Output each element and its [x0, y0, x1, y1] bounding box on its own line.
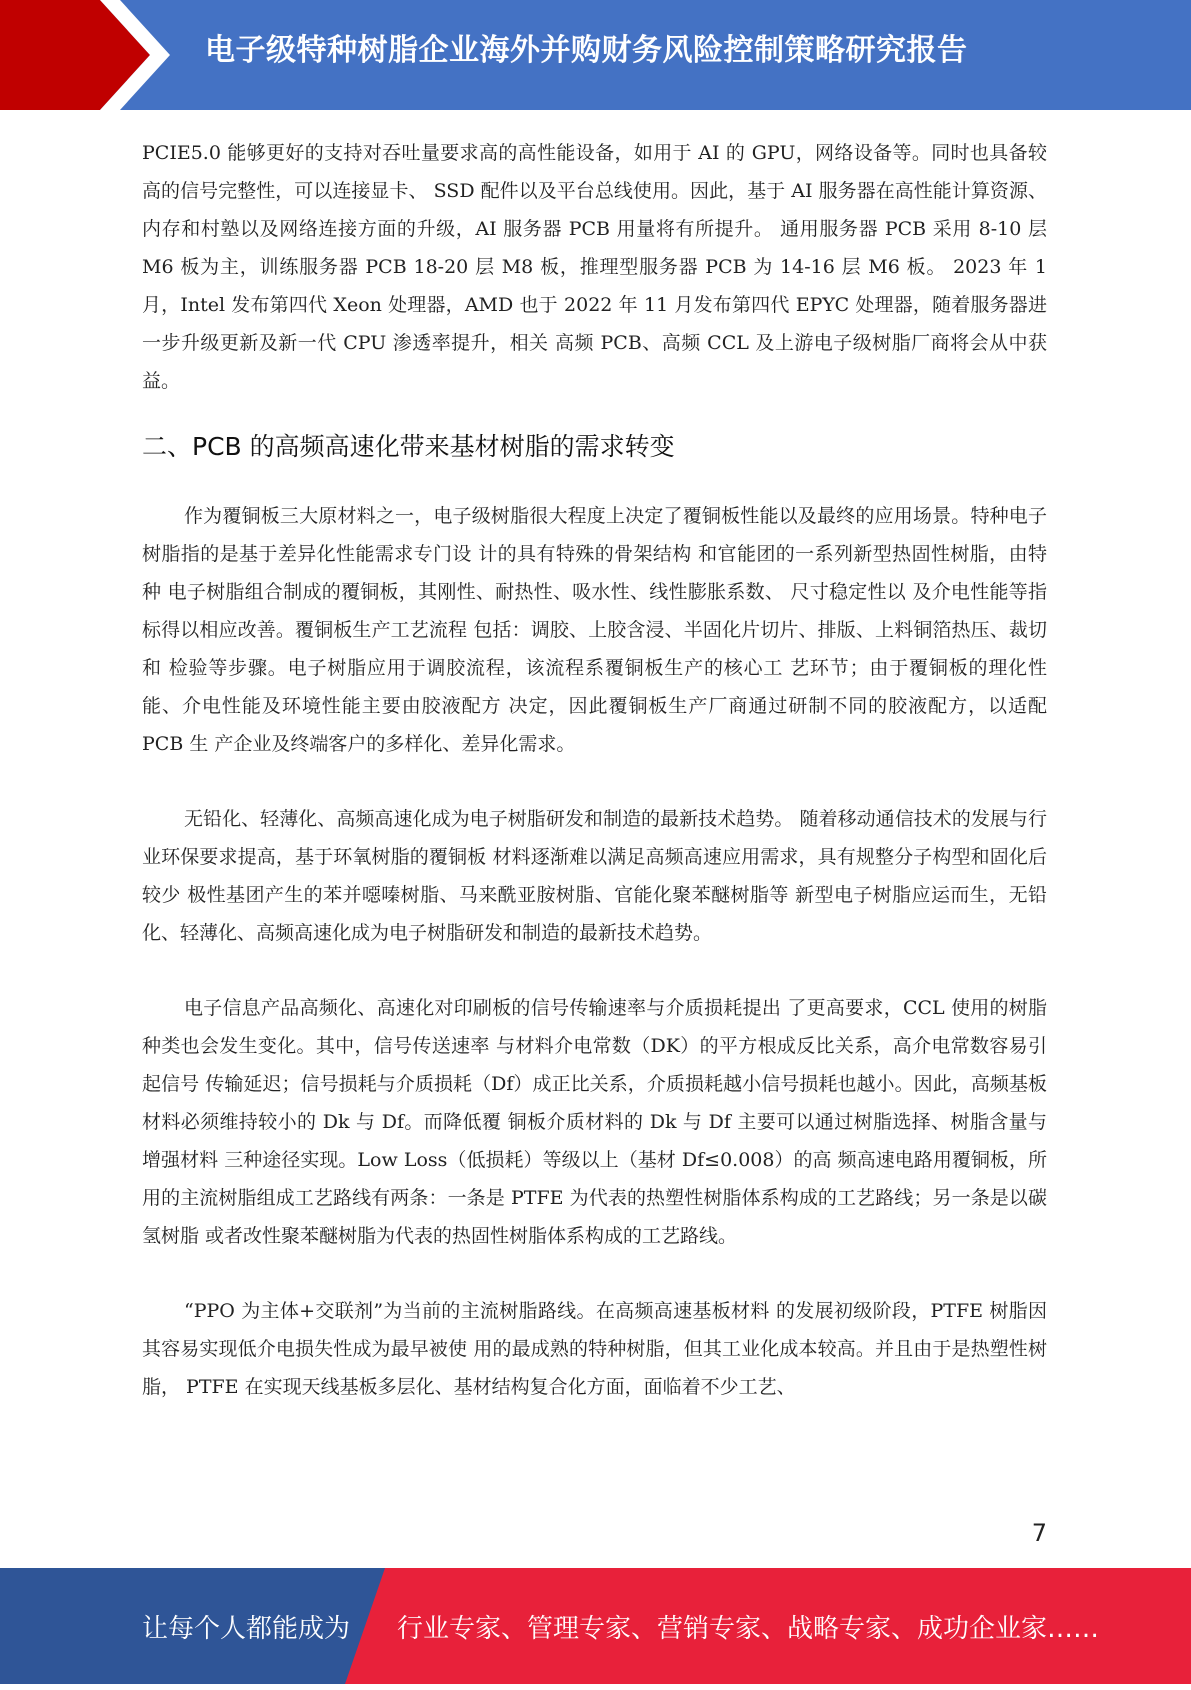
paragraph-2: 无铅化、轻薄化、高频高速化成为电子树脂研发和制造的最新技术趋势。 随着移动通信技术的发展与行业环保要求提高，基于环氧树脂的覆铜板 材料逐渐难以满足高频高速应用需求，具有规整分子构型和固化后较少 极性基团产生的苯并噁嗪树脂、马来酰亚胺树脂、官能化聚苯醚树脂等 新型电子树脂应运而生，无铅化、轻薄化、高频高速化成为电子树脂研发和制造的最新技术趋势。: [142, 808, 1047, 944]
paragraph-gap: [142, 952, 1047, 989]
page-content: [142, 134, 1047, 1406]
paragraph-4: “PPO 为主体+交联剂”为当前的主流树脂路线。在高频高速基板材料 的发展初级阶段，PTFE 树脂因其容易实现低介电损失性成为最早被使 用的最成熟的特种树脂，但其工业化成本较高。并且由于是热塑性树脂， PTFE 在实现天线基板多层化、基材结构复合化方面，面临着不少工艺、: [142, 1300, 1047, 1398]
footer-slogan-left: 让每个人都能成为: [142, 1614, 351, 1644]
report-title: 电子级特种树脂企业海外并购财务风险控制策略研究报告: [205, 33, 968, 68]
page-header: [0, 0, 1191, 110]
page-footer: [0, 1568, 1191, 1684]
paragraph-gap: [142, 1255, 1047, 1292]
page-number: 7: [1031, 1519, 1047, 1547]
section-heading: 二、PCB 的高频高速化带来基材树脂的需求转变: [142, 432, 675, 461]
paragraph-1: 作为覆铜板三大原材料之一，电子级树脂很大程度上决定了覆铜板性能以及最终的应用场景。特种电子树脂指的是基于差异化性能需求专门设 计的具有特殊的骨架结构 和官能团的一系列新型热固性树脂，由特种 电子树脂组合制成的覆铜板，其刚性、耐热性、吸水性、线性膨胀系数、 尺寸稳定性以 及介电性能等指标得以相应改善。覆铜板生产工艺流程 包括：调胶、上胶含浸、半固化片切片、排版、上料铜箔热压、裁切和 检验等步骤。电子树脂应用于调胶流程，该流程系覆铜板生产的核心工 艺环节；由于覆铜板的理化性能、介电性能及环境性能主要由胶液配方 决定，因此覆铜板生产厂商通过研制不同的胶液配方，以适配 PCB 生 产企业及终端客户的多样化、差异化需求。: [142, 505, 1047, 755]
footer-slogan-right: 行业专家、管理专家、营销专家、战略专家、成功企业家……: [397, 1614, 1100, 1644]
paragraph-3: 电子信息产品高频化、高速化对印刷板的信号传输速率与介质损耗提出 了更高要求，CCL 使用的树脂种类也会发生变化。其中，信号传送速率 与材料介电常数（DK）的平方根成反比关系，高介电常数容易引起信号 传输延迟；信号损耗与介质损耗（Df）成正比关系，介质损耗越小信号损耗也越小。因此，高频基板材料必须维持较小的 Dk 与 Df。而降低覆 铜板介质材料的 Dk 与 Df 主要可以通过树脂选择、树脂含量与增强材料 三种途径实现。Low Loss（低损耗）等级以上（基材 Df≤0.008）的高 频高速电路用覆铜板，所用的主流树脂组成工艺路线有两条：一条是 PTFE 为代表的热塑性树脂体系构成的工艺路线；另一条是以碳氢树脂 或者改性聚苯醚树脂为代表的热固性树脂体系构成的工艺路线。: [142, 997, 1047, 1247]
paragraph-gap: [142, 763, 1047, 800]
paragraph-intro: PCIE5.0 能够更好的支持对吞吐量要求高的高性能设备，如用于 AI 的 GPU，网络设备等。同时也具备较高的信号完整性，可以连接显卡、 SSD 配件以及平台总线使用。因此，基于 AI 服务器在高性能计算资源、 内存和村塾以及网络连接方面的升级，AI 服务器 PCB 用量将有所提升。 通用服务器 PCB 采用 8-10 层 M6 板为主，训练服务器 PCB 18-20 层 M8 板，推理型服务器 PCB 为 14-16 层 M6 板。 2023 年 1 月，Intel 发布第四代 Xeon 处理器，AMD 也于 2022 年 11 月发布第四代 EPYC 处理器，随着服务器进一步升级更新及新一代 CPU 渗透率提升，相关 高频 PCB、高频 CCL 及上游电子级树脂厂商将会从中获益。: [142, 142, 1047, 392]
